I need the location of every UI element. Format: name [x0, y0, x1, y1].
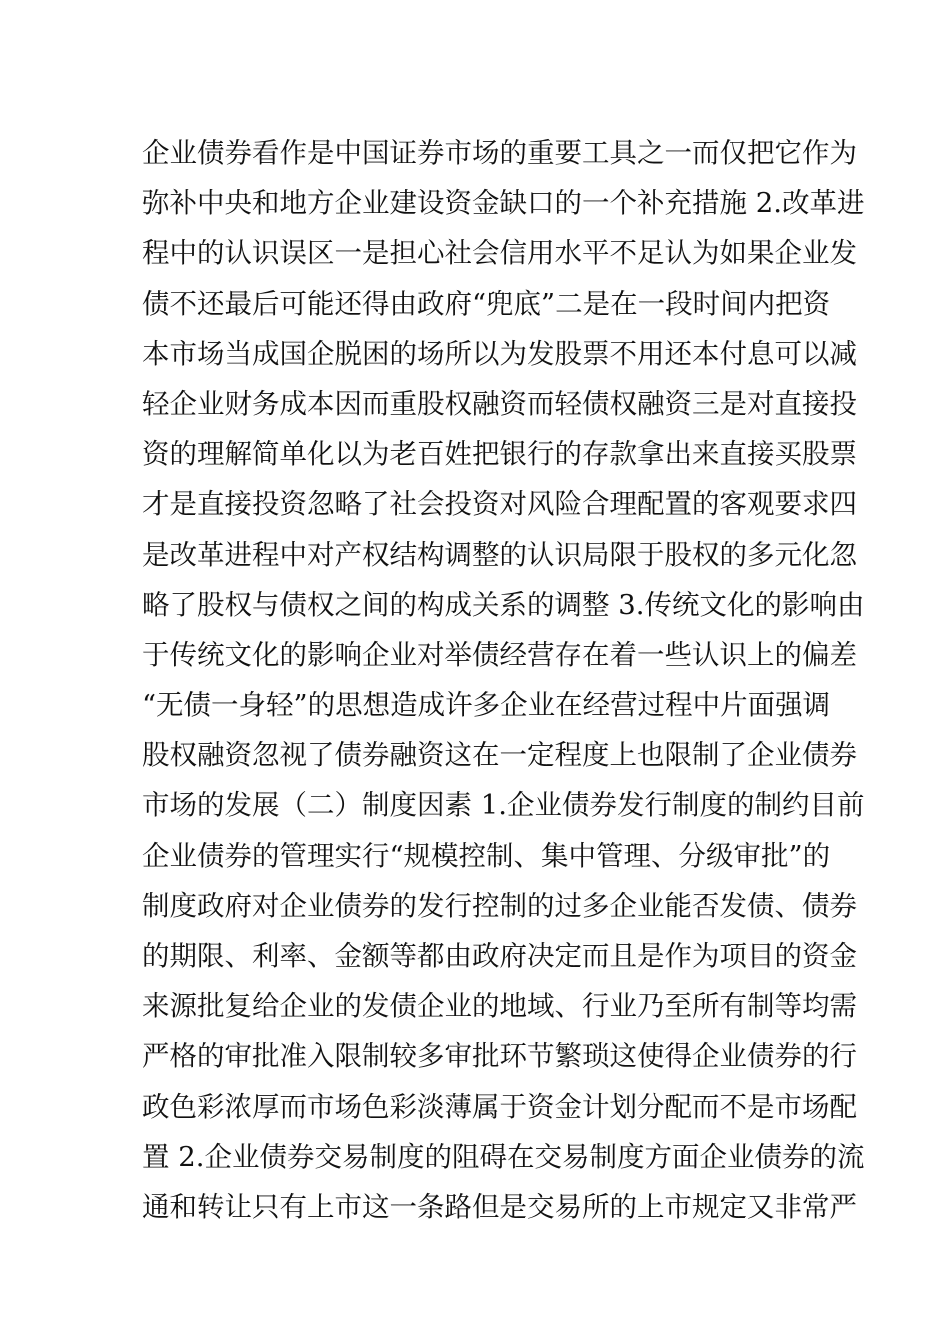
text-line: 本市场当成国企脱困的场所以为发股票不用还本付息可以减	[142, 337, 857, 370]
text-line: 严格的审批准入限制较多审批环节繁琐这使得企业债券的行	[142, 1040, 857, 1073]
text-line: 债不还最后可能还得由政府“兜底”二是在一段时间内把资	[142, 287, 831, 320]
text-line: “无债一身轻”的思想造成许多企业在经营过程中片面强调	[142, 689, 831, 722]
text-line: 资的理解简单化以为老百姓把银行的存款拿出来直接买股票	[142, 438, 857, 471]
text-line: 才是直接投资忽略了社会投资对风险合理配置的客观要求四	[142, 488, 857, 521]
text-line: 股权融资忽视了债券融资这在一定程度上也限制了企业债券	[142, 739, 857, 772]
text-line: 通和转让只有上市这一条路但是交易所的上市规定又非常严	[142, 1190, 857, 1223]
text-line: 置 2.企业债券交易制度的阻碍在交易制度方面企业债券的流	[142, 1140, 865, 1173]
text-line: 政色彩浓厚而市场色彩淡薄属于资金计划分配而不是市场配	[142, 1090, 857, 1123]
text-line: 于传统文化的影响企业对举债经营存在着一些认识上的偏差	[142, 638, 857, 671]
text-line: 是改革进程中对产权结构调整的认识局限于股权的多元化忽	[142, 538, 857, 571]
text-line: 弥补中央和地方企业建设资金缺口的一个补充措施 2.改革进	[142, 187, 865, 220]
text-line: 企业债券看作是中国证券市场的重要工具之一而仅把它作为	[142, 137, 857, 169]
text-line: 制度政府对企业债券的发行控制的过多企业能否发债、债券	[142, 889, 857, 922]
text-line: 的期限、利率、金额等都由政府决定而且是作为项目的资金	[142, 940, 857, 972]
text-line: 来源批复给企业的发债企业的地域、行业乃至所有制等均需	[142, 990, 857, 1023]
text-line: 轻企业财务成本因而重股权融资而轻债权融资三是对直接投	[142, 387, 857, 420]
text-line: 程中的认识误区一是担心社会信用水平不足认为如果企业发	[142, 237, 857, 270]
text-line: 市场的发展（二）制度因素 1.企业债券发行制度的制约目前	[142, 789, 865, 822]
body-text	[142, 128, 865, 1232]
text-line: 企业债券的管理实行“规模控制、集中管理、分级审批”的	[142, 839, 831, 872]
text-line: 略了股权与债权之间的构成关系的调整 3.传统文化的影响由	[142, 588, 865, 621]
